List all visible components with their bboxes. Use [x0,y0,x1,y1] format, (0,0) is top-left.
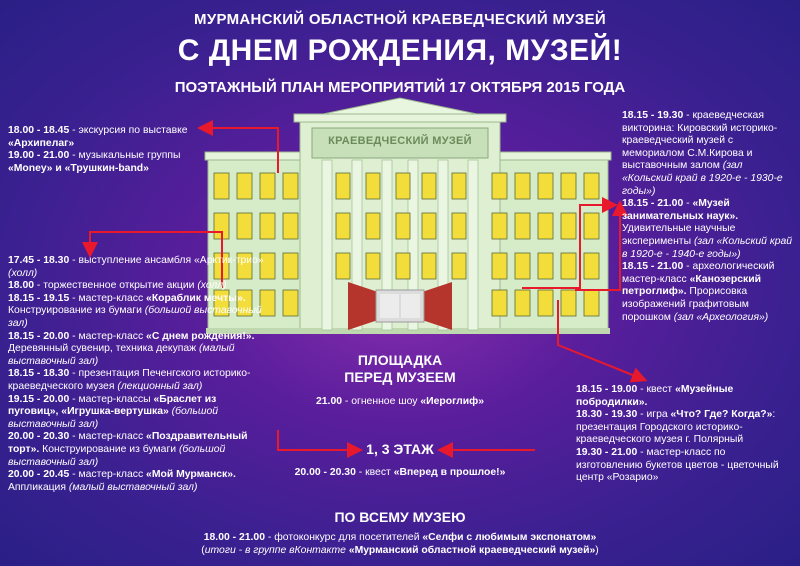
plaza-event: 21.00 - огненное шоу «Иероглиф» [316,396,484,407]
window [584,213,599,239]
left-events: 17.45 - 18.30 - выступление ансамбля «Арктик-трио» (холл) 18.00 - торжественное открытие акции (холл) 18.15 - 19.15 - мастер-класс «Кораблик мечты». Конструирование из бумаги (большой выставочный зал) 18.15 - 20.00 - мастер-класс «С днем рождения!». Деревянный сувенир, техника декупаж (малый выставочный зал) 18.15 - 18.30 - презентация Печенгского историко-краеведческого музея (лекционный зал) 19.15 - 20.00 - мастер-классы «Браслет из пуговиц», «Игрушка-вертушка» (большой выставочный зал) 20.00 - 20.30 - мастер-класс «Поздравительный торт». Конструирование из бумаги (большой выставочный зал) 20.00 - 20.45 - мастер-класс «Мой Мурманск». Аппликация (малый выставочный зал) [8,255,264,493]
window [214,173,229,199]
window [561,173,576,199]
window [561,290,576,316]
window [336,173,350,199]
window [492,253,507,279]
window [396,173,410,199]
window [538,253,553,279]
plaza-title [320,352,480,386]
window [283,173,298,199]
floors-event: 20.00 - 20.30 - квест «Вперед в прошлое!» [294,467,506,478]
window [366,253,380,279]
window [538,173,553,199]
window [260,173,275,199]
window [396,253,410,279]
window [422,173,436,199]
window [561,253,576,279]
window [237,213,252,239]
window [422,213,436,239]
museum-name: МУРМАНСКИЙ ОБЛАСТНОЙ КРАЕВЕДЧЕСКИЙ МУЗЕЙ [194,11,606,28]
top-left-events: 18.00 - 18.45 - экскурсия по выставке «Архипелаг» 19.00 - 21.00 - музыкальные группы «Money» и «Трушкин-band» [8,125,188,174]
building-sign: КРАЕВЕДЧЕСКИЙ МУЗЕЙ [328,135,472,147]
window [283,290,298,316]
right-top-events: 18.15 - 19.30 - краеведческая викторина: Кировский историко-краеведческий музей с мемориалом С.М.Кирова и выставочным залом (зал «Кольский край в 1920-е - 1930-е годы») 18.15 - 21.00 - «Музей занимательных наук». Удивительные научные эксперименты (зал «Кольский край в 1920-е - 1940-е годы») 18.15 - 21.00 - археологический мастер-класс «Канозерский петроглиф». Прорисовка изображений графитовым порошком (зал «Археология») [622,110,793,323]
headline: С ДНЕМ РОЖДЕНИЯ, МУЗЕЙ! [177,34,623,67]
window [396,213,410,239]
whole-museum-event: 18.00 - 21.00 - фотоконкурс для посетителей «Селфи с любимым экспонатом» (итоги - в группе вКонтакте «Мурманский областной краеведческий музей») [201,532,599,556]
window [584,173,599,199]
window [515,290,530,316]
window [452,173,466,199]
window [492,173,507,199]
plaza-title-line1: ПЛОЩАДКА [357,352,443,368]
window [561,213,576,239]
window [260,213,275,239]
right-bottom-events: 18.15 - 19.00 - квест «Музейные побродилки». 18.30 - 19.30 - игра «Что? Где? Когда?»: презентация Городского историко-краеведческого музея г. Полярный 19.30 - 21.00 - мастер-класс по изготовлению букетов цветов - цветочный центр «Розарио» [576,384,779,484]
window [515,253,530,279]
poster-subtitle: ПОЭТАЖНЫЙ ПЛАН МЕРОПРИЯТИЙ 17 ОКТЯБРЯ 2015 ГОДА [174,79,626,96]
window [452,213,466,239]
window [515,213,530,239]
window [515,173,530,199]
floors-title: 1, 3 ЭТАЖ [366,441,434,457]
window [538,290,553,316]
window [336,213,350,239]
window [283,213,298,239]
window [584,253,599,279]
window [283,253,298,279]
window [422,253,436,279]
window [336,253,350,279]
window [237,173,252,199]
plaza-title-line2: ПЕРЕД МУЗЕЕМ [344,369,456,385]
window [492,290,507,316]
whole-museum-title: ПО ВСЕМУ МУЗЕЮ [334,509,466,525]
window [584,290,599,316]
window [366,173,380,199]
window [452,253,466,279]
window [538,213,553,239]
window [492,213,507,239]
window [366,213,380,239]
